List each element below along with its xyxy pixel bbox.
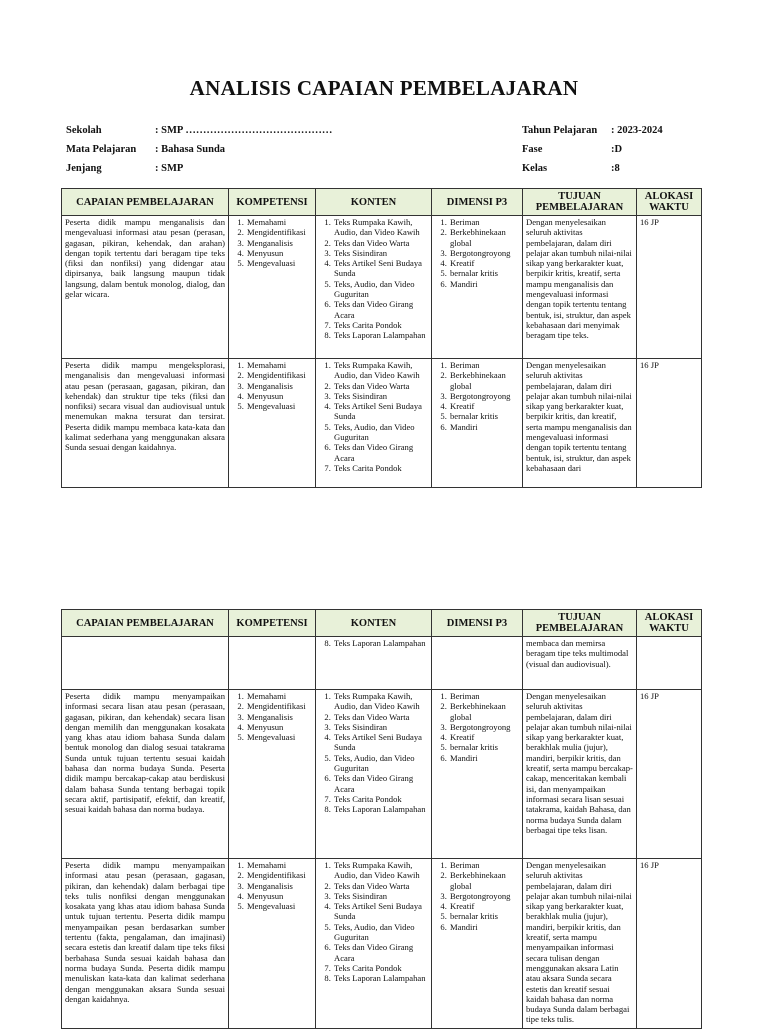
list-item: 7. Teks Carita Pondok [333, 320, 428, 330]
list-item: 6. Mandiri [449, 753, 519, 763]
list-item: 2. Teks dan Video Warta [333, 381, 428, 391]
list-item: 1. Memahami [246, 217, 312, 227]
tujuan-cell: membaca dan memirsa beragam tipe teks multimodal (visual dan audiovisual). [523, 637, 637, 690]
list-item: 5. Teks, Audio, dan Video Guguritan [333, 922, 428, 943]
list-item: 6. Mandiri [449, 922, 519, 932]
list-item: 5. bernalar kritis [449, 911, 519, 921]
header-dimensi: DIMENSI P3 [432, 610, 523, 637]
list-item: 4. Teks Artikel Seni Budaya Sunda [333, 732, 428, 753]
list-item: 3. Teks Sisindiran [333, 722, 428, 732]
tahun-value: : 2023-2024 [611, 125, 663, 136]
table-row [62, 859, 702, 1029]
jenjang-label: Jenjang [66, 163, 102, 174]
list-item: 5. bernalar kritis [449, 268, 519, 278]
tujuan-cell: Dengan menyelesaikan seluruh aktivitas pembelajaran, dalam diri pelajar akan tumbuh nilai-nilai sikap yang berkarakter kuat, berakhlak mulia (jujur), mandiri, berpikir kritis, dan kreatif, serta mampu menyampaikan informasi secara tulisan dengan menggunakan aksara Latin atau aksara Sunda secara estetis dan kreatif sesuai kaidah bahasa dan norma budaya Sunda dalam berbagai tipe teks tulis. [523, 859, 637, 1029]
list-item: 1. Beriman [449, 217, 519, 227]
header-tujuan: TUJUAN PEMBELAJARAN [523, 610, 637, 637]
list-item: 2. Teks dan Video Warta [333, 712, 428, 722]
header-cp: CAPAIAN PEMBELAJARAN [62, 189, 229, 216]
list-item: 5. Mengevaluasi [246, 901, 312, 911]
list-item: 6. Teks dan Video Girang Acara [333, 942, 428, 963]
list-item: 4. Teks Artikel Seni Budaya Sunda [333, 901, 428, 922]
list-item: 6. Teks dan Video Girang Acara [333, 773, 428, 794]
list-item: 2. Berkebhinekaan global [449, 227, 519, 248]
list-item: 1. Memahami [246, 691, 312, 701]
kompetensi-cell [229, 359, 316, 488]
list-item: 3. Bergotongroyong [449, 722, 519, 732]
table-header-row [62, 189, 702, 216]
list-item: 4. Teks Artikel Seni Budaya Sunda [333, 401, 428, 422]
tujuan-cell: Dengan menyelesaikan seluruh aktivitas pembelajaran, dalam diri pelajar akan tumbuh nilai-nilai sikap yang berkarakter kuat, berpikir kritis, kreatif, serta mampu menganalisis dan mengevaluasi informasi dengan topik tertentu tentang bentuk, isi, struktur, dan aspek kebahasaan dari menyimak beragam tipe teks. [523, 216, 637, 359]
alokasi-cell: 16 JP [637, 359, 702, 488]
list-item: 5. bernalar kritis [449, 742, 519, 752]
list-item: 4. Menyusun [246, 248, 312, 258]
list-item: 4. Kreatif [449, 401, 519, 411]
list-item: 2. Berkebhinekaan global [449, 701, 519, 722]
mapel-value: : Bahasa Sunda [155, 144, 226, 155]
list-item: 3. Teks Sisindiran [333, 391, 428, 401]
list-item: 8. Teks Laporan Lalampahan [333, 973, 428, 983]
header-kompetensi: KOMPETENSI [229, 610, 316, 637]
list-item: 1. Beriman [449, 691, 519, 701]
list-item: 3. Menganalisis [246, 712, 312, 722]
cp-cell: Peserta didik mampu menyampaikan informasi atau pesan (perasaan, gagasan, pikiran, dan kehendak) dalam berbagai tipe teks tulis nonfiksi dengan menggunakan kosakata yang khas atau idiom bahasa Sunda untuk tujuan tertentu. Peserta didik mampu menyampaikan pesan berdasarkan sumber tertentu (fakta, pengalaman, dan imajinasi) secara estetis dan kreatif dalam tipe teks fiksi berbahasa Sunda sesuai kaidah bahasa dan norma budaya Sunda. Peserta didik mampu menuliskan kata-kata dan kalimat sederhana dengan menggunakan aksara Sunda sesuai dengan kaidahnya. [62, 859, 229, 1029]
dimensi-cell [432, 859, 523, 1029]
list-item: 4. Menyusun [246, 891, 312, 901]
list-item: 4. Menyusun [246, 391, 312, 401]
tujuan-cell: Dengan menyelesaikan seluruh aktivitas pembelajaran, dalam diri pelajar akan tumbuh nilai-nilai sikap yang berkarakter kuat, berpikir kritis, dan kreatif, serta mampu menganalisis dan mengevaluasi informasi dengan topik tertentu tentang bentuk, isi, struktur, dan aspek kebahasaan dari [523, 359, 637, 488]
konten-cell [316, 690, 432, 859]
cp-cell: Peserta didik mampu menganalisis dan mengevaluasi informasi atau pesan (perasan, gagasan, pikiran, kehendak, dan arahan) dengan topik tertentu dari beragam tipe teks (fiksi dan nonfiksi) yang didengar atau dipirsanya, baik langsung maupun tidak langsung, dalam bentuk monolog, dialog, dan gelar wicara. [62, 216, 229, 359]
kompetensi-cell [229, 216, 316, 359]
list-item: 2. Berkebhinekaan global [449, 870, 519, 891]
list-item: 4. Kreatif [449, 732, 519, 742]
kelas-value: :8 [611, 163, 620, 174]
list-item: 3. Bergotongroyong [449, 891, 519, 901]
dimensi-cell [432, 690, 523, 859]
list-item: 6. Teks dan Video Girang Acara [333, 442, 428, 463]
list-item: 3. Menganalisis [246, 238, 312, 248]
header-dimensi: DIMENSI P3 [432, 189, 523, 216]
list-item: 2. Mengidentifikasi [246, 701, 312, 711]
list-item: 1. Teks Rumpaka Kawih, Audio, dan Video Kawih [333, 360, 428, 381]
list-item: 6. Mandiri [449, 422, 519, 432]
kelas-label: Kelas [522, 163, 548, 174]
list-item: 5. Teks, Audio, dan Video Guguritan [333, 753, 428, 774]
list-item: 4. Kreatif [449, 258, 519, 268]
header-konten: KONTEN [316, 189, 432, 216]
list-item: 1. Memahami [246, 860, 312, 870]
list-item: 2. Mengidentifikasi [246, 870, 312, 880]
list-item: 5. bernalar kritis [449, 411, 519, 421]
header-tujuan: TUJUAN PEMBELAJARAN [523, 189, 637, 216]
list-item: 5. Teks, Audio, dan Video Guguritan [333, 422, 428, 443]
list-item: 1. Teks Rumpaka Kawih, Audio, dan Video Kawih [333, 217, 428, 238]
list-item: 1. Teks Rumpaka Kawih, Audio, dan Video Kawih [333, 860, 428, 881]
list-item: 4. Teks Artikel Seni Budaya Sunda [333, 258, 428, 279]
cp-cell: Peserta didik mampu mengeksplorasi, menganalisis dan mengevaluasi informasi atau pesan (perasaan, gagasan, pikiran, dan kehendak) dan struktur tipe teks (fiksi dan nonfiksi) secara visual dan audiovisual untuk menemukan makna tersurat dan tersirat. Peserta didik mampu membaca kata-kata dan kalimat sederhana yang menggunakan aksara Sunda sesuai dengan kaidahnya. [62, 359, 229, 488]
header-cp: CAPAIAN PEMBELAJARAN [62, 610, 229, 637]
jenjang-value: : SMP [155, 163, 184, 174]
table-row [62, 637, 702, 690]
list-item: 5. Mengevaluasi [246, 258, 312, 268]
list-item: 2. Teks dan Video Warta [333, 881, 428, 891]
table-row [62, 690, 702, 859]
cp-cell [62, 637, 229, 690]
list-item: 8. Teks Laporan Lalampahan [333, 804, 428, 814]
alokasi-cell: 16 JP [637, 216, 702, 359]
info-left [66, 125, 366, 185]
list-item: 4. Menyusun [246, 722, 312, 732]
list-item: 2. Mengidentifikasi [246, 370, 312, 380]
list-item: 6. Teks dan Video Girang Acara [333, 299, 428, 320]
list-item: 3. Bergotongroyong [449, 391, 519, 401]
table-row [62, 359, 702, 488]
list-item: 2. Teks dan Video Warta [333, 238, 428, 248]
konten-cell [316, 859, 432, 1029]
list-item: 2. Mengidentifikasi [246, 227, 312, 237]
dimensi-cell [432, 216, 523, 359]
list-item: 3. Teks Sisindiran [333, 248, 428, 258]
sekolah-label: Sekolah [66, 125, 102, 136]
list-item: 2. Berkebhinekaan global [449, 370, 519, 391]
kompetensi-cell [229, 859, 316, 1029]
kompetensi-cell [229, 637, 316, 690]
dimensi-cell [432, 637, 523, 690]
list-item: 1. Beriman [449, 360, 519, 370]
list-item: 3. Menganalisis [246, 381, 312, 391]
header-kompetensi: KOMPETENSI [229, 189, 316, 216]
table-row [62, 216, 702, 359]
analysis-table-page-1 [61, 188, 702, 488]
list-item: 6. Mandiri [449, 279, 519, 289]
analysis-table-page-2 [61, 609, 702, 1029]
list-item: 5. Mengevaluasi [246, 732, 312, 742]
table-header-row [62, 610, 702, 637]
list-item: 3. Teks Sisindiran [333, 891, 428, 901]
list-item: 4. Kreatif [449, 901, 519, 911]
alokasi-cell [637, 637, 702, 690]
kompetensi-cell [229, 690, 316, 859]
fase-value: :D [611, 144, 623, 155]
list-item: 5. Mengevaluasi [246, 401, 312, 411]
tujuan-cell: Dengan menyelesaikan seluruh aktivitas pembelajaran, dalam diri pelajar akan tumbuh nilai-nilai sikap yang berkarakter kuat, berakhlak mulia (jujur), mandiri, berpikir kritis, dan kreatif, serta mampu bercakap-cakap, menceritakan kembali isi, dan menyampaikan informasi secara lisan sesuai tatakrama, kaidah Bahasa, dan norma budaya Sunda dalam berbagai tipe teks lisan. [523, 690, 637, 859]
header-alokasi: ALOKASI WAKTU [637, 610, 702, 637]
list-item: 1. Memahami [246, 360, 312, 370]
list-item: 8. Teks Laporan Lalampahan [333, 638, 428, 648]
list-item: 1. Teks Rumpaka Kawih, Audio, dan Video Kawih [333, 691, 428, 712]
dimensi-cell [432, 359, 523, 488]
list-item: 7. Teks Carita Pondok [333, 463, 428, 473]
list-item: 3. Menganalisis [246, 881, 312, 891]
info-right [522, 125, 702, 185]
fase-label: Fase [522, 144, 543, 155]
list-item: 8. Teks Laporan Lalampahan [333, 330, 428, 340]
header-alokasi: ALOKASI WAKTU [637, 189, 702, 216]
mapel-label: Mata Pelajaran [66, 144, 137, 155]
document-title: ANALISIS CAPAIAN PEMBELAJARAN [189, 76, 579, 100]
konten-cell [316, 637, 432, 690]
alokasi-cell: 16 JP [637, 690, 702, 859]
list-item: 1. Beriman [449, 860, 519, 870]
list-item: 7. Teks Carita Pondok [333, 963, 428, 973]
cp-cell: Peserta didik mampu menyampaikan informasi secara lisan atau pesan (perasaan, gagasan, pikiran, dan kehendak) secara lisan dengan memilih dan menggunakan kosakata yang khas atau idiom bahasa Sunda dalam bentuk monolog dan dialog sesuai tatakrama Sunda untuk tujuan tertentu sesuai kaidah bahasa dan norma budaya Sunda. Peserta didik mampu bercakap-cakap atau berdiskusi dalam bahasa Sunda tentang berbagai topik secara aktif, partisipatif, efektif, dan kreatif, sesuai kaidah bahasa dan norma budaya. [62, 690, 229, 859]
list-item: 5. Teks, Audio, dan Video Guguritan [333, 279, 428, 300]
konten-cell [316, 216, 432, 359]
list-item: 3. Bergotongroyong [449, 248, 519, 258]
list-item: 7. Teks Carita Pondok [333, 794, 428, 804]
konten-cell [316, 359, 432, 488]
alokasi-cell: 16 JP [637, 859, 702, 1029]
sekolah-value: : SMP …………………………………… [155, 125, 333, 136]
header-konten: KONTEN [316, 610, 432, 637]
tahun-label: Tahun Pelajaran [522, 125, 598, 136]
